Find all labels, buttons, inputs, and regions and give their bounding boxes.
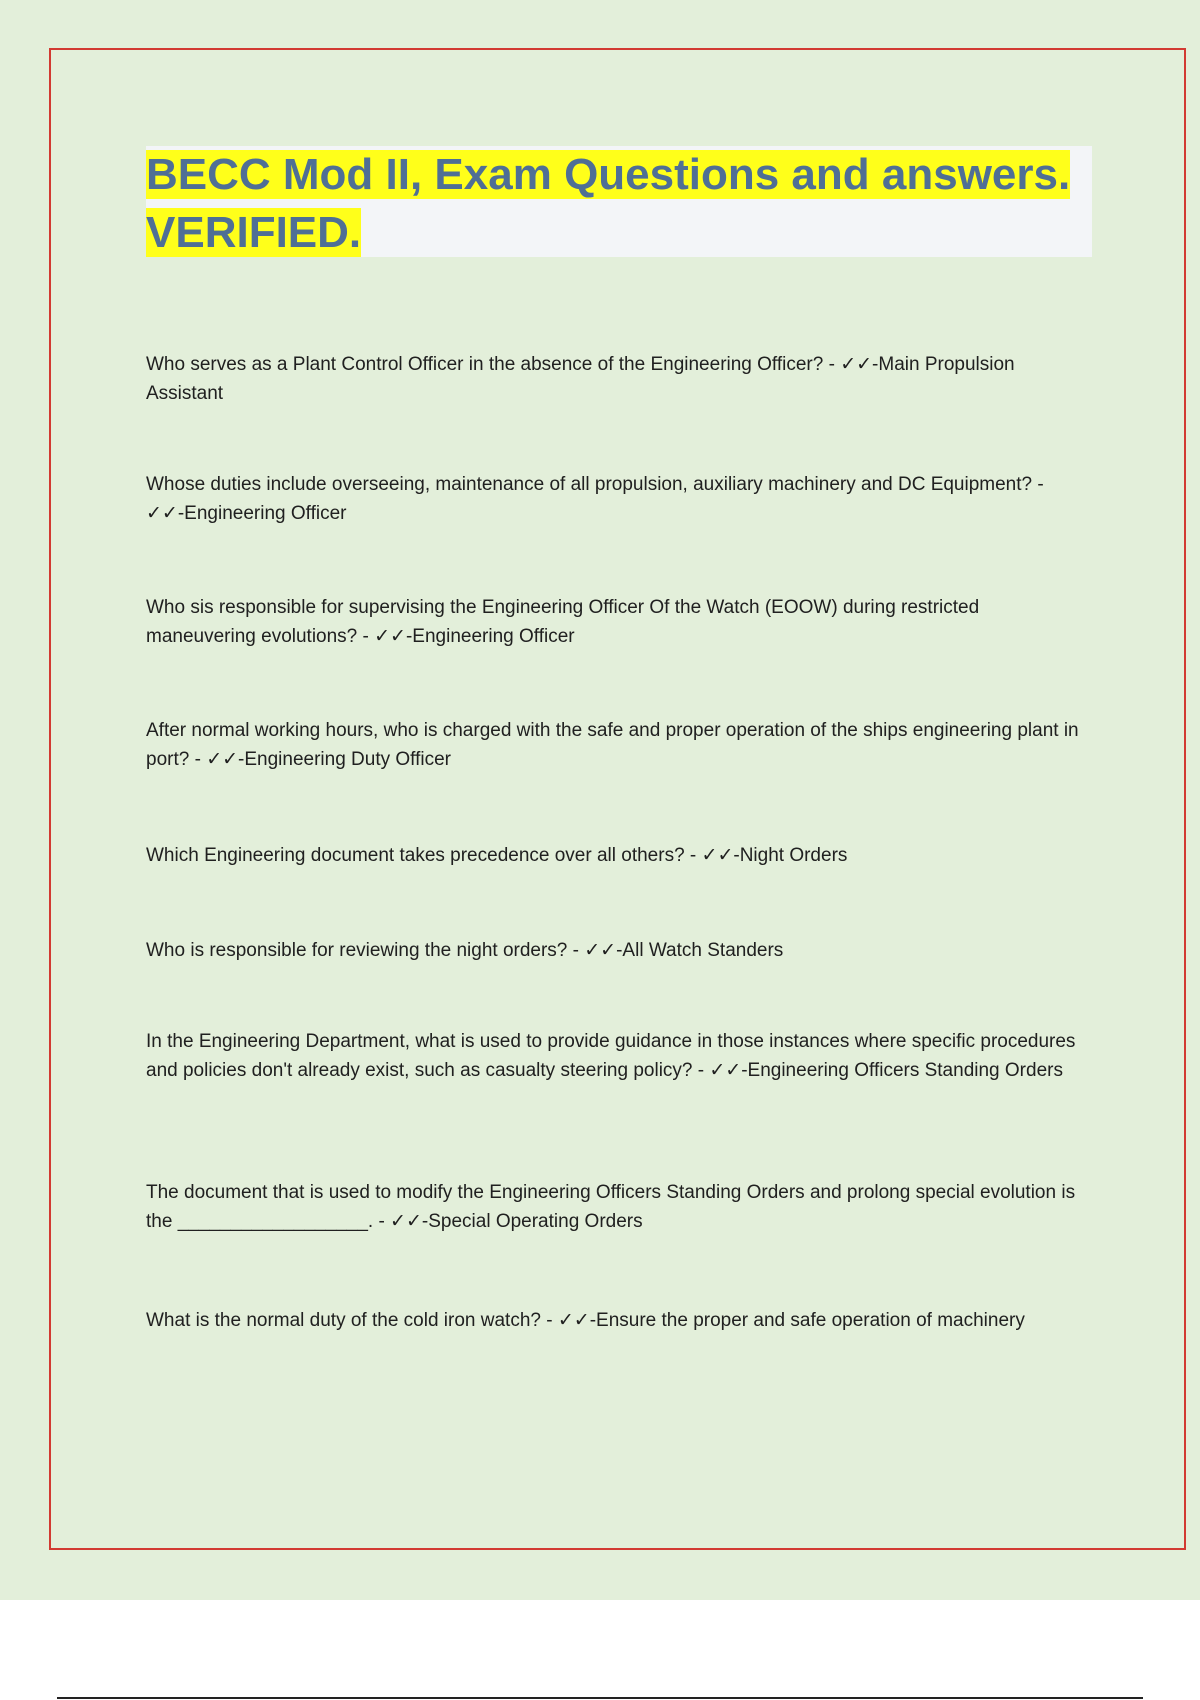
qa-item: Which Engineering document takes precedence over all others? - ✓✓-Night Orders	[146, 845, 848, 866]
qa-item: Whose duties include overseeing, maintenance of all propulsion, auxiliary machinery and DC Equipment? - ✓✓-Engineering Officer	[146, 474, 1044, 524]
qa-item: Who sis responsible for supervising the Engineering Officer Of the Watch (EOOW) during restricted maneuvering evolutions? - ✓✓-Engineering Officer	[146, 597, 980, 647]
qa-item: The document that is used to modify the Engineering Officers Standing Orders and prolong special evolution is the __________________. - ✓✓-Special Operating Orders	[146, 1182, 1076, 1232]
qa-item: Who is responsible for reviewing the night orders? - ✓✓-All Watch Standers	[146, 940, 784, 961]
qa-item: Who serves as a Plant Control Officer in the absence of the Engineering Officer? - ✓✓-Main Propulsion Assistant	[146, 354, 1015, 404]
footer-rule	[57, 1697, 1143, 1699]
title-highlight: BECC Mod II, Exam Questions and answers. VERIFIED.	[146, 150, 1071, 257]
qa-item: In the Engineering Department, what is used to provide guidance in those instances where specific procedures and policies don't already exist, such as casualty steering policy? - ✓✓-Engineering Officers Standing Orders	[146, 1031, 1076, 1081]
qa-item: After normal working hours, who is charged with the safe and proper operation of the ships engineering plant in port? - ✓✓-Engineering Duty Officer	[146, 720, 1079, 770]
qa-item: What is the normal duty of the cold iron watch? - ✓✓-Ensure the proper and safe operation of machinery	[146, 1310, 1025, 1331]
document-title	[146, 146, 1092, 262]
